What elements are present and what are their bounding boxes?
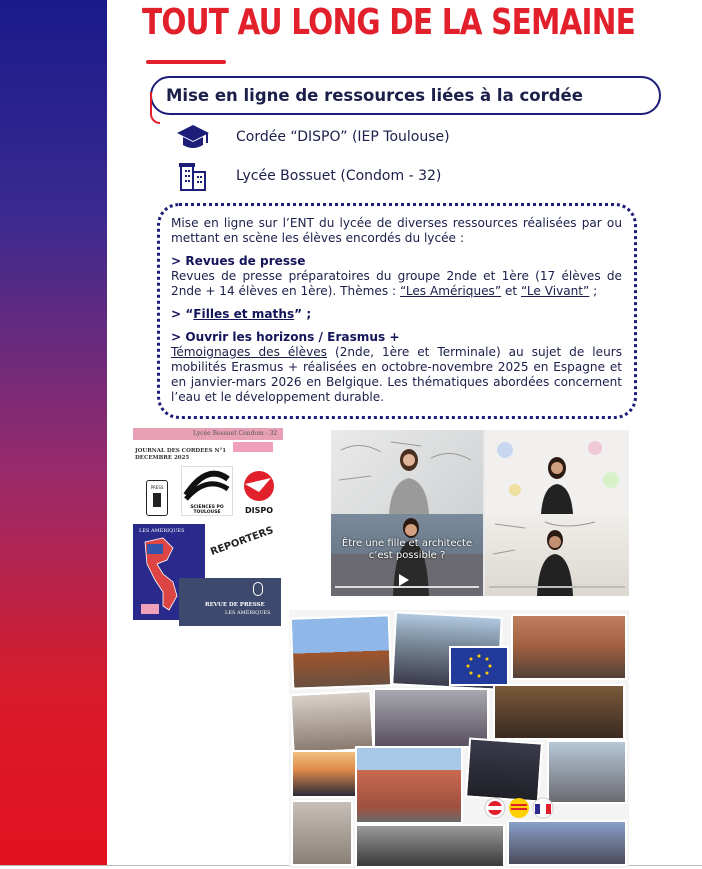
microphone-icon: [253, 582, 263, 596]
video-testimonials-collage[interactable]: [331, 430, 629, 596]
photo-group-eu: [507, 820, 627, 866]
section-heading: [150, 76, 661, 115]
photo-capitole: [355, 746, 463, 824]
erasmus-photo-collage[interactable]: [289, 610, 629, 868]
title-underline: [146, 60, 226, 64]
photo-eu-flag-group: [449, 646, 509, 686]
resources-info-box: [157, 203, 637, 419]
americas-map-tile: LES AMÉRIQUES: [133, 524, 205, 620]
link-temoignages[interactable]: Témoignages des élèves: [171, 345, 327, 359]
link-le-vivant[interactable]: “Le Vivant”: [521, 284, 590, 298]
filles-heading: > “Filles et maths” ;: [171, 307, 312, 321]
video-still-2[interactable]: [485, 430, 629, 514]
photo-interior: [493, 684, 625, 740]
photo-sunset: [291, 750, 357, 798]
lycee-label: Lycée Bossuet (Condom - 32): [236, 168, 442, 184]
journal-date: DECEMBRE 2025: [135, 455, 190, 461]
photo-arch: [290, 614, 392, 689]
photo-large-group: [355, 824, 505, 868]
journal-title: JOURNAL DES CORDEES N°1: [135, 448, 227, 454]
cordee-row: [176, 121, 450, 155]
journal-header: Lycée Bossuet Condom - 32: [193, 430, 278, 437]
revue-de-presse-tile: REVUE DE PRESSE LES AMÉRIQUES: [179, 578, 281, 626]
intro-text: Mise en ligne sur l’ENT du lycée de diverses ressources réalisées par ou mettant en scène les élèves encordés du lycée :: [171, 216, 622, 245]
side-gradient-band: [0, 0, 107, 865]
link-filles-et-maths[interactable]: Filles et maths: [193, 307, 295, 321]
sciences-po-logo: SCIENCES PO TOULOUSE: [181, 466, 233, 516]
press-badge-icon: PRESS: [146, 480, 168, 516]
page-title: TOUT AU LONG DE LA SEMAINE: [142, 2, 635, 43]
reporters-banner: REPORTERS: [209, 525, 276, 558]
dispo-logo: DISPO: [237, 470, 281, 514]
video-caption: Être une fille et architecte c’est possible ?: [341, 538, 473, 561]
link-les-ameriques[interactable]: “Les Amériques”: [399, 284, 502, 298]
video-still-1[interactable]: [331, 430, 483, 514]
building-icon: [176, 160, 210, 194]
photo-flags-sticker: [483, 796, 563, 820]
graduation-cap-icon: [176, 121, 210, 155]
revues-paragraph: Revues de presse préparatoires du groupe 2nde et 1ère (17 élèves de 2nde + 14 élèves en 1ère). Thèmes : “Les Amériques” et “Le Vivant” ;: [171, 269, 622, 298]
lycee-row: [176, 160, 442, 194]
horizons-paragraph: Témoignages des élèves (2nde, 1ère et Terminale) au sujet de leurs mobilités Erasmus + réalisées en octobre-novembre 2025 en Espagne et en janvier-mars 2026 en Belgique. Les thématiques abordées concernent l’eau et le développement durable.: [171, 345, 623, 404]
photo-church: [547, 740, 627, 804]
section-heading-label: Mise en ligne de ressources liées à la cordée: [166, 86, 583, 105]
horizons-heading: > Ouvrir les horizons / Erasmus +: [171, 330, 400, 344]
photo-flags-building: [291, 800, 353, 866]
photo-group-classroom: [289, 690, 374, 754]
photo-group-night: [465, 737, 543, 802]
video-still-4[interactable]: [485, 514, 629, 596]
photo-fountain: [511, 614, 627, 680]
play-icon[interactable]: [399, 574, 409, 586]
journal-cover-collage[interactable]: [133, 428, 283, 628]
revues-heading: > Revues de presse: [171, 254, 306, 268]
cordee-label: Cordée “DISPO” (IEP Toulouse): [236, 129, 450, 145]
